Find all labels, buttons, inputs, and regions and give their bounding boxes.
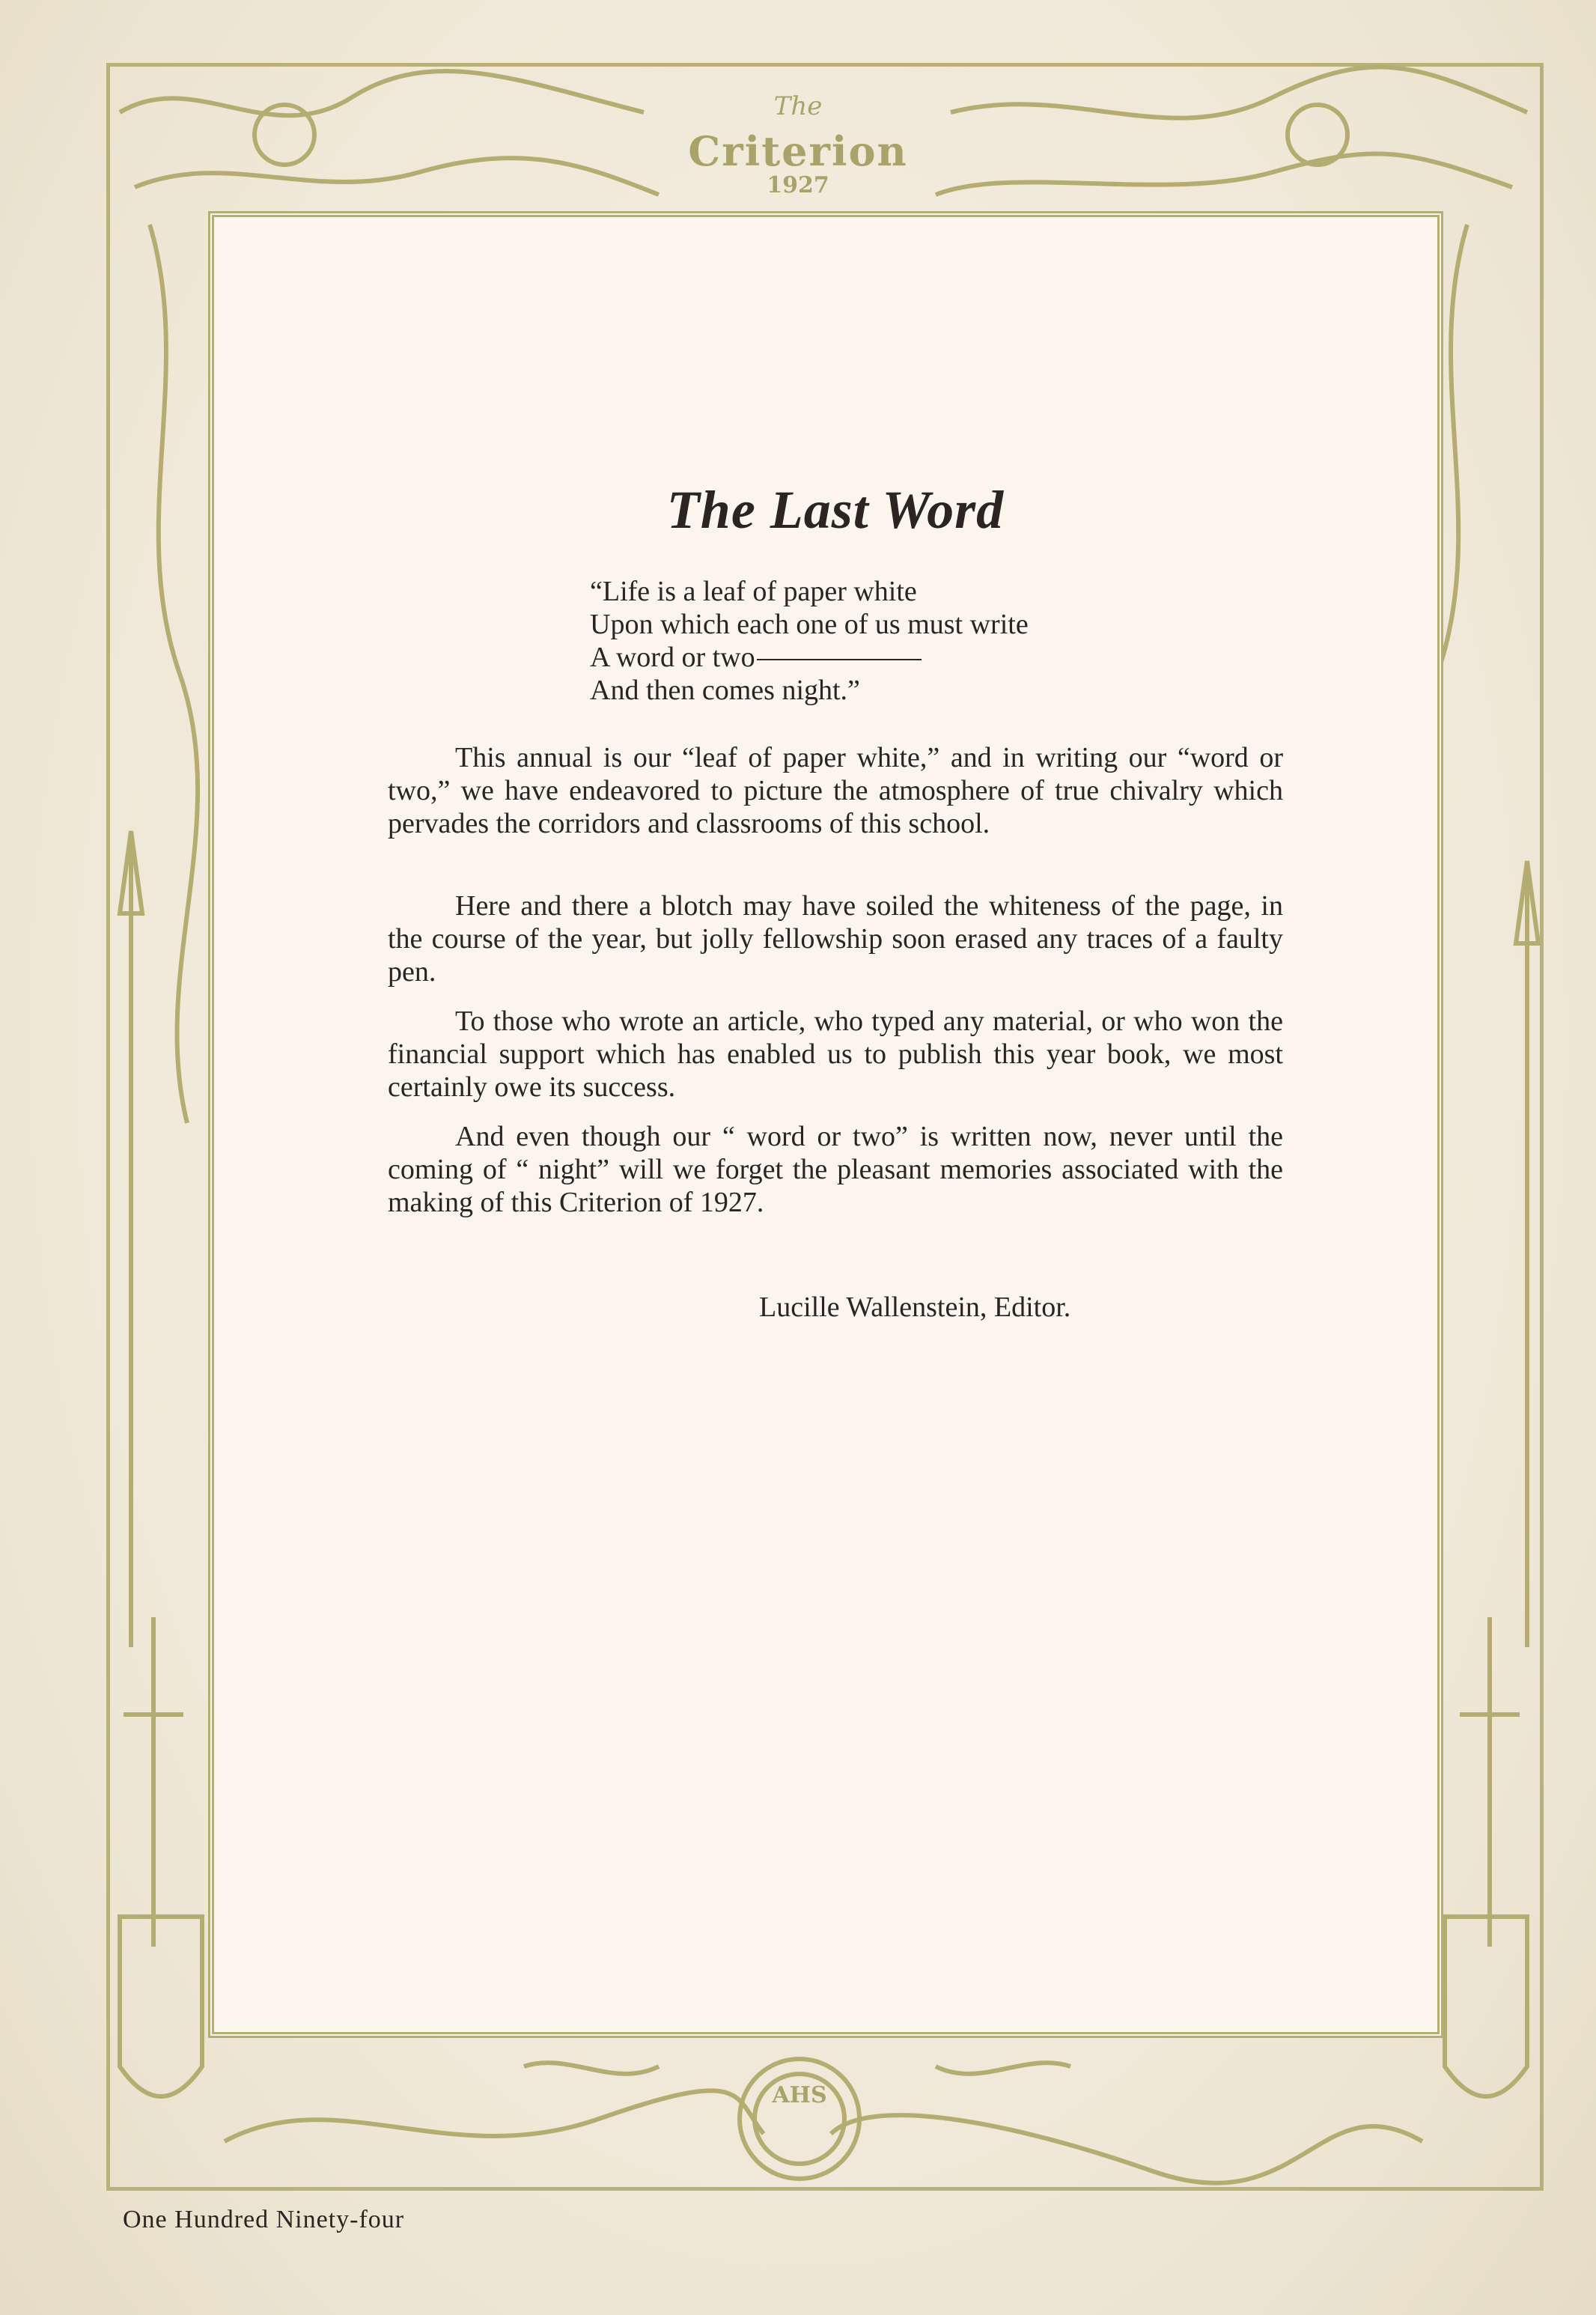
poem-line: Upon which each one of us must write <box>590 609 1029 640</box>
dash-rule <box>757 659 922 660</box>
paragraph: Here and there a blotch may have soiled the whiteness of the page, in the course of the year, but jolly fellowship soon erased any traces of a faulty pen. <box>388 890 1283 988</box>
editor-signature: Lucille Wallenstein, Editor. <box>759 1292 1071 1323</box>
paragraph: To those who wrote an article, who typed any material, or who won the financial support which has enabled us to publish this year book, we most certainly owe its success. <box>388 1006 1283 1103</box>
page-number: One Hundred Ninety-four <box>123 2206 405 2233</box>
header-the: The <box>773 91 823 121</box>
poem-line: A word or two <box>590 642 755 673</box>
opening-poem <box>590 575 1029 707</box>
crest-lettering: AHS <box>772 2082 827 2108</box>
paragraph: And even though our “ word or two” is written now, never until the coming of “ night” will we forget the pleasant memories associated with the making of this Criterion of 1927. <box>388 1121 1283 1218</box>
poem-line: And then comes night.” <box>590 675 860 706</box>
paragraph: This annual is our “leaf of paper white,” and in writing our “word or two,” we have endeavored to picture the atmosphere of true chivalry which pervades the corridors and classrooms of this school. <box>388 742 1283 839</box>
poem-line-with-dash <box>590 641 1029 674</box>
header-year: 1927 <box>767 172 829 198</box>
poem-line: “Life is a leaf of paper white <box>590 576 917 607</box>
header-publication-name: Criterion <box>688 127 908 175</box>
article-title: The Last Word <box>666 480 1005 540</box>
